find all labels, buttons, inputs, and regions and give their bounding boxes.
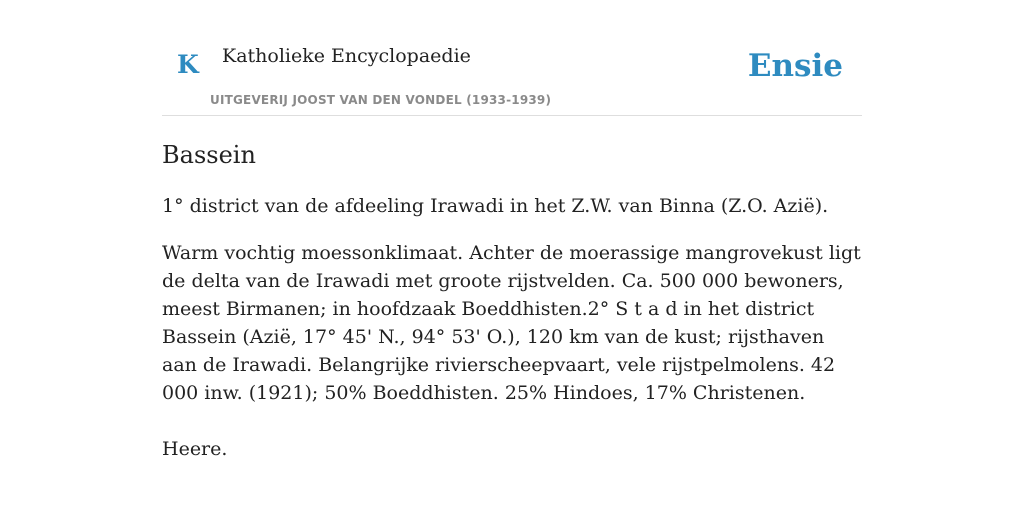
ensie-brand-logo[interactable]: Ensie (747, 48, 843, 84)
publication-title[interactable]: Katholieke Encyclopaedie (222, 45, 471, 67)
header (162, 0, 862, 116)
article-paragraph: Warm vochtig moessonklimaat. Achter de moerassige mangrovekust ligt de delta van de Irawadi met groote rijstvelden. Ca. 500 000 bewoners, meest Birmanen; in hoofdzaak Boeddhisten.2° S t a d in het district Bassein (Azië, 17° 45' N., 94° 53' O.), 120 km van de kust; rijsthaven aan de Irawadi. Belangrijke rivierscheepvaart, vele rijstpelmolens. 42 000 inw. (1921); 50% Boeddhisten. 25% Hindoes, 17% Christenen. (162, 241, 861, 404)
article-paragraph: 1° district van de afdeeling Irawadi in het Z.W. van Binna (Z.O. Azië). (162, 194, 829, 217)
publication-logo[interactable]: K (177, 50, 199, 79)
publisher-subtitle: UITGEVERIJ JOOST VAN DEN VONDEL (1933-1939) (210, 93, 552, 107)
article-title: Bassein (162, 141, 256, 169)
article-author: Heere. (162, 437, 228, 460)
page (162, 0, 862, 463)
